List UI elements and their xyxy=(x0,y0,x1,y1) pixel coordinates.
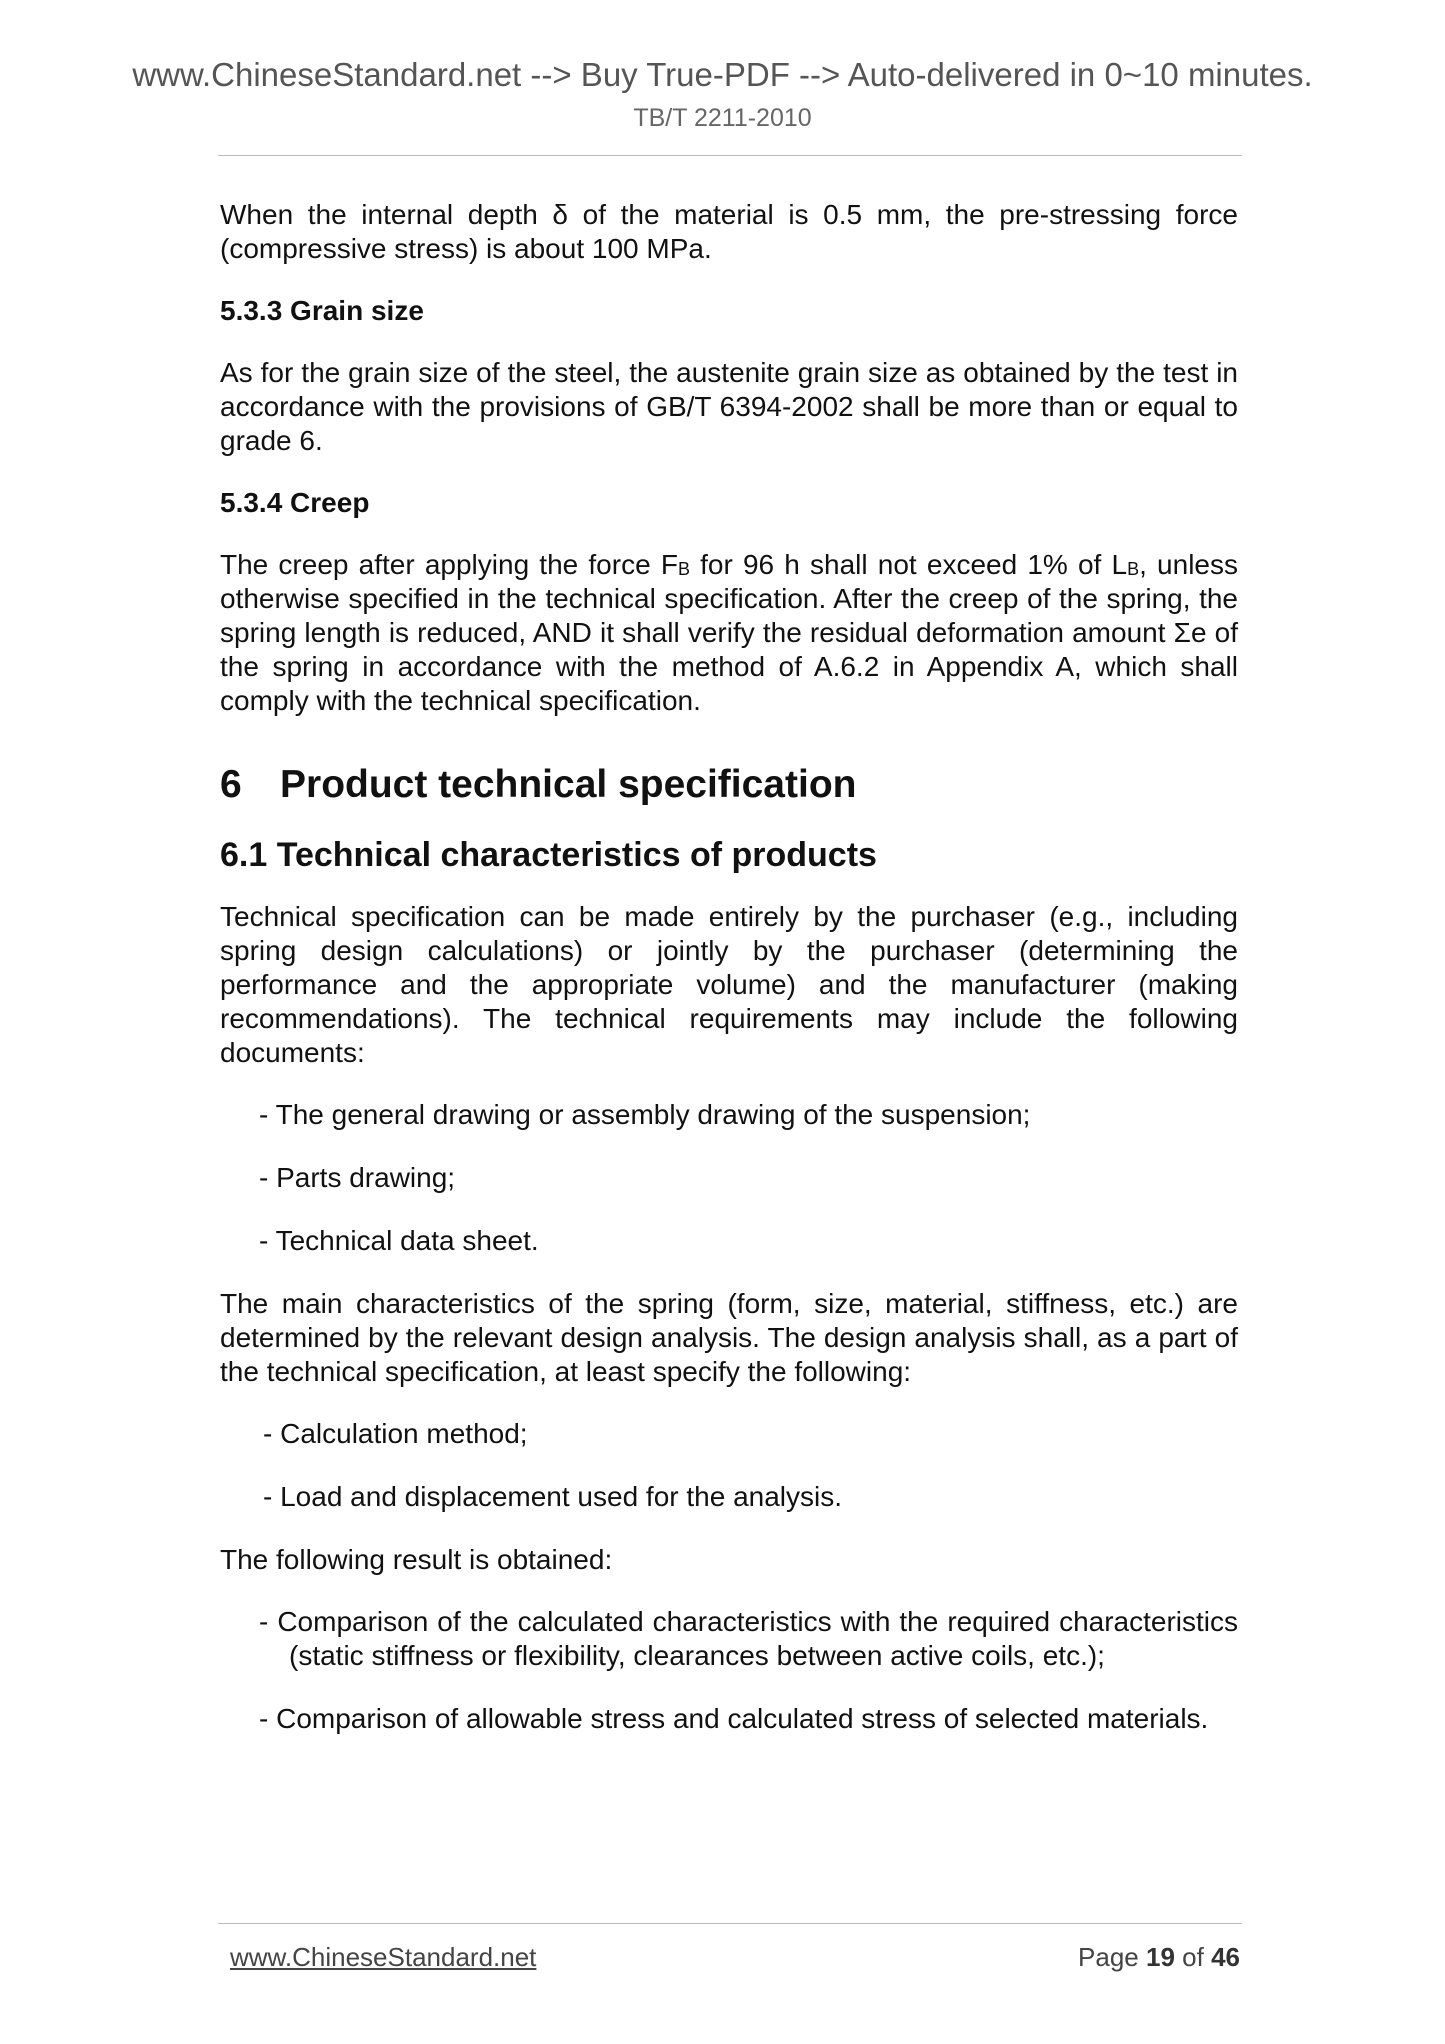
main-characteristics-paragraph: The main characteristics of the spring (form, size, material, stiffness, etc.) are determined by the relevant design analysis. The design analysis shall, as a part of the technical specification, at least specify the following: xyxy=(220,1288,1238,1387)
footer-divider xyxy=(218,1923,1242,1924)
section-6-heading: 6 Product technical specification xyxy=(220,763,857,806)
footer-website-link[interactable]: www.ChineseStandard.net xyxy=(230,1942,537,1972)
list-item: - Load and displacement used for the analysis. xyxy=(263,1481,843,1512)
list-item: - Comparison of the calculated characteristics with the required characteristics (static stiffness or flexibility, clearances between active coils, etc.); xyxy=(259,1606,1238,1671)
list-item: - Parts drawing; xyxy=(259,1162,456,1193)
list-item: - Calculation method; xyxy=(263,1418,528,1449)
page-number: Page 19 of 46 xyxy=(1078,1942,1240,1972)
page-content xyxy=(220,198,1238,1765)
list-item: - The general drawing or assembly drawing of the suspension; xyxy=(259,1099,1031,1130)
section-5-3-3-heading: 5.3.3 Grain size xyxy=(220,295,424,326)
document-id: TB/T 2211-2010 xyxy=(633,104,812,132)
technical-spec-paragraph: Technical specification can be made entirely by the purchaser (e.g., including spring design calculations) or jointly by the purchaser (determining the performance and the appropriate volume) and the manufacturer (making recommendations). The technical requirements may include the following documents: xyxy=(220,901,1238,1068)
intro-paragraph: When the internal depth δ of the material is 0.5 mm, the pre-stressing force (compressive stress) is about 100 MPa. xyxy=(220,199,1238,264)
result-paragraph: The following result is obtained: xyxy=(220,1544,613,1575)
header-banner: www.ChineseStandard.net --> Buy True-PDF --> Auto-delivered in 0~10 minutes. xyxy=(132,56,1313,93)
section-6-1-heading: 6.1 Technical characteristics of products xyxy=(220,836,877,874)
list-item: - Comparison of allowable stress and calculated stress of selected materials. xyxy=(259,1703,1209,1734)
list-item: - Technical data sheet. xyxy=(259,1225,539,1256)
header-divider xyxy=(218,155,1242,156)
grain-size-paragraph: As for the grain size of the steel, the austenite grain size as obtained by the test in accordance with the provisions of GB/T 6394-2002 shall be more than or equal to grade 6. xyxy=(220,357,1238,456)
section-5-3-4-heading: 5.3.4 Creep xyxy=(220,487,370,518)
creep-paragraph: The creep after applying the force $F_B$ for 96 h shall not exceed 1% of $L_B$, unless otherwise specified in the technical specification. After the creep of the spring, the spring length is reduced, AND it shall verify the residual deformation amount Σe of the spring in accordance with the method of A.6.2 in Appendix A, which shall comply with the technical specification. xyxy=(220,549,1238,716)
